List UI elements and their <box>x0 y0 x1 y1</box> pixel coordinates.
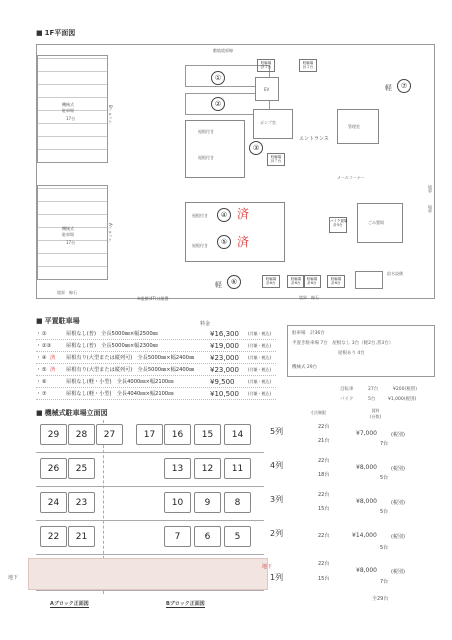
summary-line-1: 駐車場 計36台 <box>292 331 325 336</box>
price-value-1: ¥16,300 <box>210 330 239 338</box>
bottom-road-right: 境界 線石 <box>299 295 319 300</box>
bike-area-h: 駐輪場 計6台 <box>327 275 345 288</box>
kei-label-7: 軽 <box>385 84 392 92</box>
roof-label-4: 屋根付き <box>192 243 208 248</box>
price-desc-3: 屋根有り(大型または縦列可) 全長5000㎜×幅2400㎜ <box>66 355 195 361</box>
tier-4-fee-note: (税別) <box>391 466 405 472</box>
tier-2-fee-note: (税別) <box>391 534 405 540</box>
price-header: 料金 <box>200 321 211 327</box>
bottom-mid-note: ※縦横(4T)は縦置 <box>137 296 169 301</box>
pricing-title: ■ 平置駐車場 <box>36 316 80 326</box>
side-right-label-2: 境界 <box>428 205 433 213</box>
mech-total: 全29台 <box>372 596 389 602</box>
parking-slot-15: 15 <box>194 424 221 445</box>
price-value-6: ¥10,500 <box>210 390 239 398</box>
tier-label-4: 4列 <box>270 461 284 470</box>
price-note-2: (月額・税込) <box>248 343 272 348</box>
tier-1-h1: 22台 <box>318 561 330 567</box>
tier-1-h2: 15台 <box>318 576 330 582</box>
bike-area-e: 駐輪場 計6台 <box>262 275 280 288</box>
spot-7-marker: ⑦ <box>397 79 411 93</box>
bullet: ・ <box>36 331 42 337</box>
trash-room <box>357 203 403 243</box>
bullet: ・ <box>36 379 42 385</box>
tier-5-count: 7台 <box>380 441 389 447</box>
bike-area-c: 駐輪場 計３台 <box>299 59 317 72</box>
price-row-4 <box>36 364 276 376</box>
mech-b-label: 機械式 駐車場 <box>62 102 74 113</box>
tier-4-fee: ¥8,000 <box>356 464 377 471</box>
tier-5-h2: 21台 <box>318 438 330 444</box>
bullet: ・ <box>36 343 42 349</box>
mech-parking-a <box>37 185 108 280</box>
price-value-5: ¥9,500 <box>210 378 235 386</box>
price-value-4: ¥23,000 <box>210 366 239 374</box>
bullet: ・ <box>36 367 42 373</box>
parking-slot-21: 21 <box>68 526 95 547</box>
price-num-3: ④ <box>42 355 47 361</box>
price-num-5: ⑥ <box>42 379 47 385</box>
price-note-6: (月額・税込) <box>248 391 272 396</box>
bottom-road-left: 境界 線石 <box>57 290 77 295</box>
parking-slot-6: 6 <box>194 526 221 547</box>
tier-label-2: 2列 <box>270 529 284 538</box>
parking-slot-17: 17 <box>136 424 163 445</box>
price-sold-4: 済 <box>50 367 56 373</box>
tier-2-fee: ¥14,000 <box>352 532 377 539</box>
price-value-3: ¥23,000 <box>210 354 239 362</box>
tier-label-5: 5列 <box>270 427 284 436</box>
tier-line-3 <box>36 520 264 521</box>
mech-b-block: Bブロック <box>108 105 113 124</box>
price-desc-5: 屋根なし(軽・小型) 全長4000㎜×幅2100㎜ <box>66 379 174 385</box>
bike-area-f: 駐輪場 計6台 <box>287 275 305 288</box>
ev-room <box>255 77 279 101</box>
bike-area-d: 駐輪場 計７台 <box>267 153 285 166</box>
price-desc-1: 屋根なし(普) 全長5000㎜×幅2500㎜ <box>66 331 158 337</box>
tier-label-1: 1列 <box>270 573 284 582</box>
parking-slot-14: 14 <box>224 424 251 445</box>
tier-4-count: 5台 <box>380 475 389 481</box>
tier-line-2 <box>36 554 264 555</box>
roof-label-2: 屋根付き <box>198 155 214 160</box>
bike-row1-a: 自転車 <box>340 387 354 392</box>
parking-summary-box <box>287 325 435 377</box>
parking-slot-10: 10 <box>164 492 191 513</box>
mech-title: ■ 機械式駐車場立面図 <box>36 408 108 418</box>
price-note-3: (月額・税込) <box>248 355 272 360</box>
parking-slot-16: 16 <box>164 424 191 445</box>
tier-5-fee: ¥7,000 <box>356 430 377 437</box>
price-num-4: ⑤ <box>42 367 47 373</box>
price-note-5: (月額・税込) <box>248 379 272 384</box>
mech-col-size: 寸法制限 <box>310 410 326 415</box>
underground-left-label: 地下 <box>8 575 19 581</box>
block-a-label: Aブロック正面図 <box>50 601 89 607</box>
roofed-area-2 <box>185 202 285 262</box>
admin-room <box>337 109 379 144</box>
spot-6-marker: ⑥ <box>227 275 241 289</box>
parking-slot-22: 22 <box>40 526 67 547</box>
tier-3-count: 5台 <box>380 509 389 515</box>
mech-b-count: 17台 <box>66 116 76 121</box>
price-num-2: ②③ <box>42 343 52 349</box>
mech-parking-b <box>37 55 108 163</box>
price-row-5 <box>36 376 276 388</box>
parking-slot-7: 7 <box>164 526 191 547</box>
water-equipment <box>355 271 383 289</box>
floor-plan <box>36 44 435 299</box>
mech-a-count: 17台 <box>66 240 76 245</box>
underground-zone <box>28 558 268 590</box>
admin-label: 管理室 <box>348 124 360 129</box>
price-desc-4: 屋根有り(大型または縦列可) 全長5000㎜×幅2400㎜ <box>66 367 195 373</box>
roof-label-1: 屋根付き <box>198 129 214 134</box>
tier-1-fee: ¥8,000 <box>356 567 377 574</box>
parking-slot-8: 8 <box>224 492 251 513</box>
price-desc-6: 屋根なし(軽・小型) 全長4040㎜×幅2100㎜ <box>66 391 174 397</box>
bike-row1-b: 27台 <box>368 387 379 392</box>
spot-5-sold-mark: 済 <box>237 235 250 249</box>
price-value-2: ¥19,000 <box>210 342 239 350</box>
price-num-6: ⑦ <box>42 391 47 397</box>
roofed-area-1 <box>185 120 245 178</box>
bike-row1-c: ¥200(税別) <box>393 387 417 392</box>
bike-moto-area: バイク置場 計5台 <box>329 217 347 233</box>
summary-line-4: 機械式 29台 <box>292 365 318 370</box>
spot-4-marker: ④ <box>217 208 231 222</box>
price-note-4: (月額・税込) <box>248 367 272 372</box>
parking-slot-5: 5 <box>224 526 251 547</box>
mail-label: メールコーナー <box>337 175 365 180</box>
price-row-1 <box>36 328 276 340</box>
bullet: ・ <box>36 391 42 397</box>
tier-2-count: 5台 <box>380 545 389 551</box>
bike-row2-c: ¥1,000(税別) <box>388 397 417 402</box>
spot-1-marker: ① <box>211 71 225 85</box>
tier-label-3: 3列 <box>270 495 284 504</box>
tier-5-h1: 22台 <box>318 424 330 430</box>
ev-label: EV <box>264 87 270 92</box>
pump-room <box>253 109 293 139</box>
tier-4-h1: 22台 <box>318 458 330 464</box>
bike-area-b: 駐輪場 計３台 <box>257 59 275 72</box>
tier-2-h1: 22台 <box>318 533 330 539</box>
tier-1-count: 7台 <box>380 579 389 585</box>
parking-slot-13: 13 <box>164 458 191 479</box>
underground-right-label: 地下 <box>262 564 273 570</box>
parking-slot-26: 26 <box>40 458 67 479</box>
bike-row2-a: バイク <box>340 397 354 402</box>
parking-slot-9: 9 <box>194 492 221 513</box>
tier-1-fee-note: (税別) <box>391 569 405 575</box>
spot-2-marker: ② <box>211 97 225 111</box>
parking-slot-27: 27 <box>96 424 123 445</box>
parking-slot-25: 25 <box>68 458 95 479</box>
price-note-1: (月額・税込) <box>248 331 272 336</box>
price-num-1: ① <box>42 331 47 337</box>
entrance-label: エントランス <box>299 136 329 142</box>
tier-3-fee-note: (税別) <box>391 500 405 506</box>
bullet: ・ <box>36 355 42 361</box>
parking-slot-12: 12 <box>194 458 221 479</box>
summary-line-2: 平置き駐車場 7台 屋根なし 3台（軽2台,普3台） <box>292 341 394 346</box>
water-label: 給水設備 <box>387 271 403 276</box>
parking-slot-24: 24 <box>40 492 67 513</box>
tier-5-fee-note: (税別) <box>391 432 405 438</box>
road-top-label: 敷地境界線 <box>213 48 233 53</box>
bike-row2-b: 5台 <box>368 397 376 402</box>
tier-line-1 <box>36 590 264 591</box>
price-row-6 <box>36 388 276 400</box>
price-desc-2: 屋根なし(普) 全長5000㎜×幅2300㎜ <box>66 343 158 349</box>
bike-area-g: 駐輪場 計6台 <box>303 275 321 288</box>
tier-line-5 <box>36 452 264 453</box>
mech-col-fee: 賃料 (台数) <box>370 408 382 419</box>
spot-5-marker: ⑤ <box>217 235 231 249</box>
trash-label: ごみ置場 <box>368 220 384 225</box>
floor-plan-title: ■ 1F平面図 <box>36 28 75 38</box>
roof-label-3: 屋根付き <box>192 213 208 218</box>
tier-3-fee: ¥8,000 <box>356 498 377 505</box>
mech-a-label: 機械式 駐車場 <box>62 226 74 237</box>
parking-slot-11: 11 <box>224 458 251 479</box>
spot-3-marker: ③ <box>249 141 263 155</box>
parking-slot-29: 29 <box>40 424 67 445</box>
price-row-3 <box>36 352 276 364</box>
tier-3-h1: 22台 <box>318 492 330 498</box>
tier-4-h2: 18台 <box>318 472 330 478</box>
summary-line-3: 屋根あり 4台 <box>338 351 365 356</box>
side-right-label-1: 境界 <box>428 185 433 193</box>
tier-line-4 <box>36 486 264 487</box>
mech-a-block: Aブロック <box>108 223 113 242</box>
parking-slot-28: 28 <box>68 424 95 445</box>
pump-label: ポンプ室 <box>260 120 276 125</box>
price-sold-3: 済 <box>50 355 56 361</box>
kei-label-6: 軽 <box>215 281 222 289</box>
price-row-2 <box>36 340 276 352</box>
parking-slot-23: 23 <box>68 492 95 513</box>
spot-4-sold-mark: 済 <box>237 207 250 221</box>
tier-3-h2: 15台 <box>318 506 330 512</box>
block-b-label: Bブロック正面図 <box>166 601 205 607</box>
